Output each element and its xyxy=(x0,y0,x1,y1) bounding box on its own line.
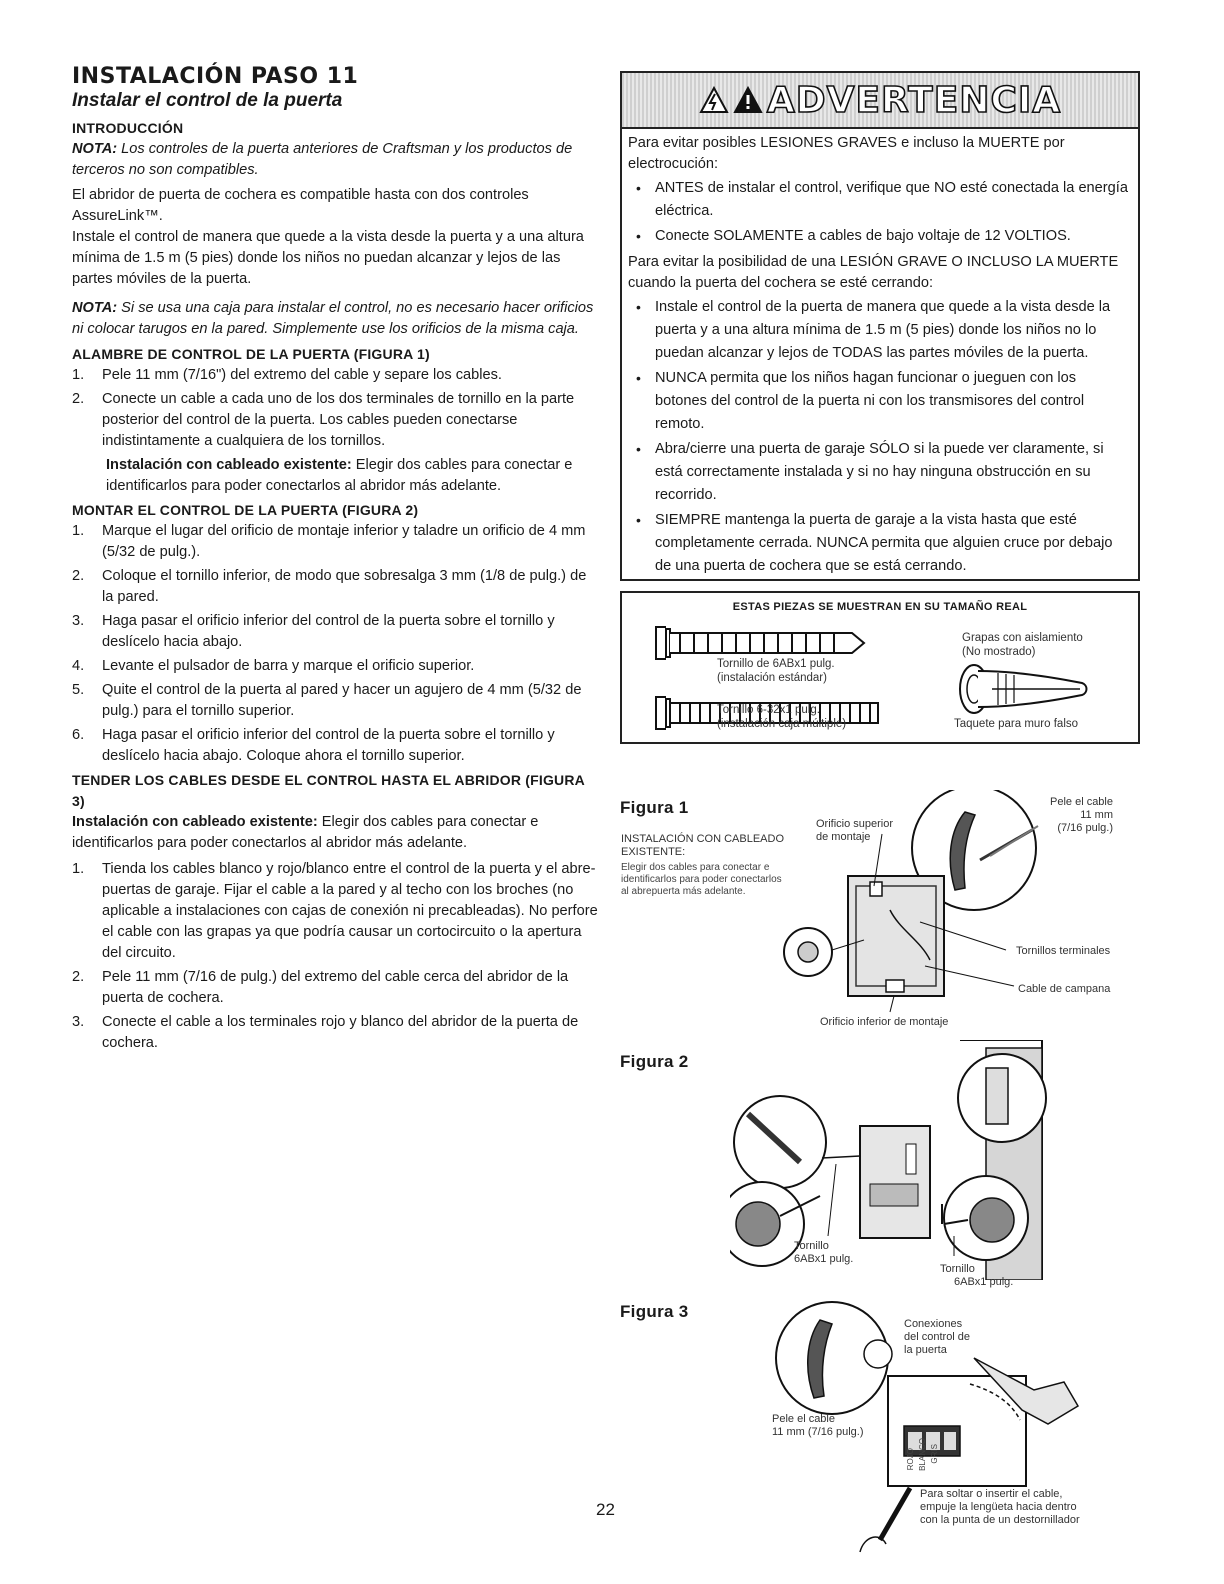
section-1-note: Instalación con cableado existente: Elegir dos cables para conectar e identificarlos para poder conectarlos al abridor más adelante. xyxy=(106,457,573,494)
figure-2-screw-b-label: Tornillo 6ABx1 pulg. xyxy=(940,1263,1014,1288)
list-item: 3. Conecte el cable a los terminales rojo y blanco del abridor de la puerta de cochera. xyxy=(72,1014,579,1051)
note-1-text: Los controles de la puerta anteriores de Craftsman y los productos de terceros no son compatibles. xyxy=(72,141,573,178)
warning-banner xyxy=(622,73,1138,129)
section-2-heading: MONTAR EL CONTROL DE LA PUERTA (FIGURA 2) xyxy=(72,502,419,518)
figure-2-screw-a-label: Tornillo 6ABx1 pulg. xyxy=(794,1240,854,1265)
warning-triangle-icon xyxy=(733,86,763,114)
figure-3-title: Figura 3 xyxy=(620,1302,689,1321)
wire-label-rojo: ROJO xyxy=(906,1448,915,1471)
warning-intro-1: Para evitar posibles LESIONES GRAVES e incluso la MUERTE por electrocución: xyxy=(628,135,1065,172)
list-item: 5. Quite el control de la puerta al pared y hacer un agujero de 4 mm (5/32 de pulg.) para el tornillo superior. xyxy=(72,682,582,719)
list-item: 4. Levante el pulsador de barra y marque el orificio superior. xyxy=(72,658,475,674)
staples-label: Grapas con aislamiento (No mostrado) xyxy=(962,632,1083,658)
warning-box xyxy=(620,71,1140,581)
warning-body xyxy=(622,129,1138,578)
figure-2-illustration xyxy=(730,1040,1050,1280)
figure-1-terminals-label: Tornillos terminales xyxy=(1016,945,1111,957)
screw-1-label: Tornillo de 6ABx1 pulg. (instalación estándar) xyxy=(717,658,835,684)
anchor-label: Taquete para muro falso xyxy=(954,718,1079,730)
list-item: • NUNCA permita que los niños hagan funcionar o jueguen con los botones del control de la puerta ni con los transmisores del control remoto. xyxy=(628,367,1132,436)
list-item: • ANTES de instalar el control, verifique que NO esté conectada la energía eléctrica. xyxy=(628,177,1132,223)
section-3-heading: TENDER LOS CABLES DESDE EL CONTROL HASTA EL ABRIDOR (FIGURA 3) xyxy=(72,772,585,809)
section-1-steps xyxy=(72,365,598,452)
figure-1-bell-wire-label: Cable de campana xyxy=(1018,983,1111,995)
warning-bullets-1 xyxy=(628,177,1132,248)
figure-3-release-label: Para soltar o insertir el cable, empuje la lengüeta hacia dentro con la punta de un destornillador xyxy=(920,1488,1080,1526)
list-item: 1. Marque el lugar del orificio de montaje inferior y taladre un orificio de 4 mm (5/32 de pulg.). xyxy=(72,523,586,560)
figure-1-existing-heading: INSTALACIÓN CON CABLEADO EXISTENTE: xyxy=(621,833,784,858)
screwdriver-icon xyxy=(880,1488,910,1540)
note-1 xyxy=(72,139,598,181)
list-item: 2. Coloque el tornillo inferior, de modo que sobresalga 3 mm (1/8 de pulg.) de la pared. xyxy=(72,568,587,605)
list-item: • Abra/cierre una puerta de garaje SÓLO si la puede ver claramente, si está correctamente instalada y si no hay ninguna obstrucción en su recorrido. xyxy=(628,438,1132,507)
page-title: INSTALACIÓN PASO 11 xyxy=(72,64,359,89)
figure-3-strip-label: Pele el cable 11 mm (7/16 pulg.) xyxy=(772,1413,864,1438)
left-column xyxy=(72,64,598,1057)
page-number: 22 xyxy=(596,1500,615,1519)
wire-label-blanco: BLANCO xyxy=(918,1438,927,1471)
note-2-label: NOTA: xyxy=(72,300,118,316)
figure-1-upper-hole-label: Orificio superior de montaje xyxy=(816,818,894,843)
screw-2-label: Tornillo 6-32x1 pulg. (instalación caja múltiple) xyxy=(717,704,847,730)
section-1-heading: ALAMBRE DE CONTROL DE LA PUERTA (FIGURA 1) xyxy=(72,346,430,362)
list-item: • Conecte SOLAMENTE a cables de bajo voltaje de 12 VOLTIOS. xyxy=(628,225,1132,248)
list-item: 6. Haga pasar el orificio inferior del control de la puerta sobre el tornillo y deslícelo hacia abajo. Coloque ahora el tornillo superior. xyxy=(72,727,555,764)
section-3-note: Instalación con cableado existente: Elegir dos cables para conectar e identificarlos para poder conectarlos al abridor más adelante. xyxy=(72,814,539,851)
electric-hazard-icon xyxy=(699,86,729,114)
list-item: 2. Conecte un cable a cada uno de los dos terminales de tornillo en la parte posterior del control de la puerta. Los cables pueden conectarse indistintamente a cualquiera de los tornillos. xyxy=(72,391,575,449)
parts-title: ESTAS PIEZAS SE MUESTRAN EN SU TAMAÑO REAL xyxy=(732,601,1028,613)
drywall-anchor-icon xyxy=(952,663,1102,715)
door-control-front xyxy=(860,1126,930,1238)
figure-1-strip-label: Pele el cable 11 mm (7/16 pulg.) xyxy=(1050,796,1113,834)
list-item: 1. Tienda los cables blanco y rojo/blanco entre el control de la puerta y el abre-puertas de garaje. Fijar el cable a la pared y al techo con los broches (no aplicable a instalaciones con cajas de conexión ni precableadas). No perfore el cable con las grapas ya que podría causar un cortocircuito o la apertura del circuito. xyxy=(72,861,598,961)
intro-heading: INTRODUCCIÓN xyxy=(72,120,184,136)
figure-1-lower-hole-label: Orificio inferior de montaje xyxy=(820,1016,949,1028)
parts-box xyxy=(620,591,1140,744)
figure-3-connections-label: Conexiones del control de la puerta xyxy=(904,1318,971,1356)
warning-bullets-2 xyxy=(628,296,1132,578)
intro-paragraph-1: El abridor de puerta de cochera es compatible hasta con dos controles AssureLink™. xyxy=(72,187,529,224)
list-item: 3. Haga pasar el orificio inferior del control de la puerta sobre el tornillo y deslícelo hacia abajo. xyxy=(72,613,555,650)
figure-2-title: Figura 2 xyxy=(620,1052,689,1071)
wire-label-gris: GRIS xyxy=(930,1444,939,1464)
list-item: 2. Pele 11 mm (7/16 de pulg.) del extremo del cable cerca del abridor de la puerta de cochera. xyxy=(72,969,569,1006)
section-3-steps xyxy=(72,859,598,1054)
list-item: 1. Pele 11 mm (7/16") del extremo del cable y separe los cables. xyxy=(72,367,502,383)
figure-1-title: Figura 1 xyxy=(620,798,689,817)
intro-paragraph-2: Instale el control de manera que quede a la vista desde la puerta y a una altura mínima de 1.5 m (5 pies) donde los niños no puedan alcanzar y lejos de las partes móviles de la puerta. xyxy=(72,229,584,287)
note-1-label: NOTA: xyxy=(72,141,118,157)
figure-1-existing-text: Elegir dos cables para conectar e identificarlos para poder conectarlos al abrepuerta más adelante. xyxy=(621,862,782,897)
note-2-text: Si se usa una caja para instalar el control, no es necesario hacer orificios ni colocar tarugos en la pared. Simplemente use los orificios de la misma caja. xyxy=(72,300,594,337)
section-2-steps xyxy=(72,521,598,767)
list-item: • SIEMPRE mantenga la puerta de garaje a la vista hasta que esté completamente cerrada. NUNCA permita que alguien cruce por debajo de una puerta de cochera que se está cerrando. xyxy=(628,509,1132,578)
note-2 xyxy=(72,298,598,340)
warning-intro-2: Para evitar la posibilidad de una LESIÓN GRAVE O INCLUSO LA MUERTE cuando la puerta del cochera se esté cerrando: xyxy=(628,254,1119,291)
list-item: • Instale el control de la puerta de manera que quede a la vista desde la puerta y a una altura mínima de 1.5 m (5 pies) donde los niños no lo puedan alcanzar y lejos de TODAS las partes móviles de la puerta. xyxy=(628,296,1132,365)
page-subtitle: Instalar el control de la puerta xyxy=(72,90,343,111)
door-control-back xyxy=(848,876,944,996)
warning-title: ADVERTENCIA xyxy=(766,79,1062,121)
